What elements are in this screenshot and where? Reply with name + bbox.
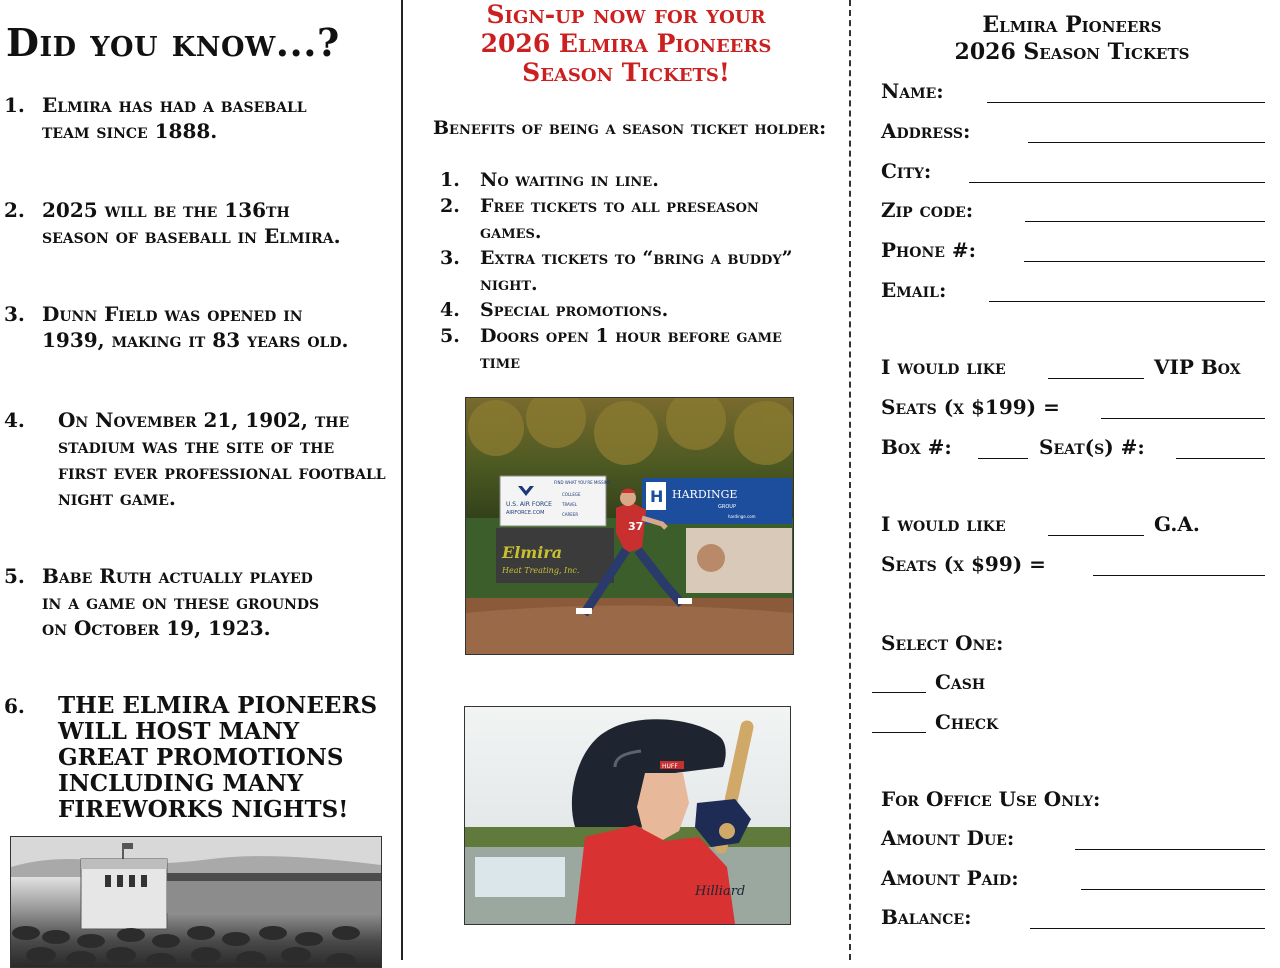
ga-label: G.A. [1154,512,1200,536]
select-one-label: Select One: [881,631,1004,655]
benefits-intro: Benefits of being a season ticket holder: [433,117,827,139]
name-label: Name: [881,79,944,103]
sign-bullet: COLLEGE [562,492,581,497]
dunn-field-historic-photo [10,836,382,968]
benefit-text: Doors open 1 hour before game time [480,325,782,373]
vip-seats-label: Seats (x $199) = [881,395,1060,419]
email-field[interactable] [989,301,1265,302]
benefit-text: Free tickets to all preseason games. [480,195,759,243]
check-label: Check [935,710,999,734]
seat-number-field[interactable] [1176,458,1265,459]
benefit-number: 2. [440,195,460,217]
pitcher-photo [465,397,794,655]
zip-code-field[interactable] [1025,221,1265,222]
form-title-line: 2026 Season Tickets [954,39,1190,65]
ga-quantity-field[interactable] [1048,535,1144,536]
fact-text: Babe Ruth actually played in a game on these grounds on October 19, 1923. [42,564,320,640]
benefit-text: Special promotions. [480,299,669,321]
fact-number: 3. [4,302,25,326]
benefit-number: 3. [440,247,460,269]
fact-number: 6. [4,694,25,718]
form-title [852,12,1280,66]
office-use-label: For Office Use Only: [881,787,1101,811]
fact-item [4,301,394,381]
fact-text: THE ELMIRA PIONEERS WILL HOST MANY GREAT PROMOTIONS INCLUDING MANY FIREWORKS NIGHTS! [58,692,378,823]
fact-number: 5. [4,564,25,588]
ga-seats-label: Seats (x $99) = [881,552,1046,576]
check-checkbox[interactable] [872,732,926,733]
vip-quantity-label: I would like [881,355,1006,379]
fact-text: 2025 will be the 136th season of baseball in Elmira. [42,198,341,248]
fact-text: Elmira has had a baseball team since 1888. [42,93,307,143]
benefit-item [440,323,840,375]
vip-quantity-field[interactable] [1048,378,1144,379]
address-field[interactable] [1028,142,1265,143]
phone-field[interactable] [1024,261,1265,262]
signup-heading [404,0,848,87]
box-number-label: Box #: [881,435,952,459]
sign-air-force: U.S. AIR FORCE [506,501,552,508]
seat-number-label: Seat(s) #: [1039,435,1145,459]
column-divider [401,0,403,960]
signup-heading-line: Season Tickets! [522,58,730,87]
pitcher-jersey-number: 37 [628,520,644,533]
city-label: City: [881,159,932,183]
sign-bullet: CAREER [562,512,579,517]
zip-code-label: Zip code: [881,198,974,222]
sign-air-force-site: AIRFORCE.COM [506,510,545,516]
benefit-number: 4. [440,299,460,321]
fact-item [4,407,399,537]
vip-box-label: VIP Box [1154,355,1241,379]
amount-due-field[interactable] [1075,849,1265,850]
sign-hardinge-site: hardinge.com [728,514,756,519]
benefit-number: 1. [440,169,460,191]
benefit-item [440,245,840,297]
fact-number: 2. [4,198,25,222]
benefit-item [440,193,840,245]
did-you-know-panel [0,0,402,960]
fact-item [4,92,394,172]
form-title-line: Elmira Pioneers [982,12,1162,38]
benefit-text: Extra tickets to “bring a buddy” night. [480,247,793,295]
did-you-know-heading: Did you know...? [6,20,340,65]
amount-paid-label: Amount Paid: [881,866,1019,890]
ga-quantity-label: I would like [881,512,1006,536]
sign-tagline: FIND WHAT YOU'RE MISSING [554,480,611,485]
amount-due-label: Amount Due: [881,826,1015,850]
email-label: Email: [881,278,947,302]
benefit-text: No waiting in line. [480,169,659,191]
vip-seats-total-field[interactable] [1101,418,1265,419]
ticket-order-form [852,0,1280,960]
cash-label: Cash [935,670,986,694]
jersey-text: Hilliard [695,884,746,899]
benefit-item [440,167,840,193]
phone-label: Phone #: [881,238,977,262]
helmet-text: HUFF [662,763,678,770]
benefit-number: 5. [440,325,460,347]
sign-hardinge-sub: GROUP [718,504,736,510]
batter-photo [464,706,791,925]
address-label: Address: [881,119,971,143]
benefit-item [440,297,840,323]
amount-paid-field[interactable] [1081,889,1265,890]
fact-number: 4. [4,408,25,432]
svg-text:H: H [650,487,664,506]
city-field[interactable] [969,182,1265,183]
perforation-divider [849,0,851,960]
fact-item [4,197,394,277]
ga-seats-total-field[interactable] [1093,575,1265,576]
fact-text: On November 21, 1902, the stadium was the site of the first ever professional football night game. [58,408,386,510]
fact-item [4,563,394,673]
sign-heat-treating: Heat Treating, Inc. [502,566,580,575]
name-field[interactable] [987,102,1265,103]
balance-label: Balance: [881,905,972,929]
fact-number: 1. [4,93,25,117]
fact-item [4,693,399,828]
cash-checkbox[interactable] [872,692,926,693]
signup-heading-line: 2026 Elmira Pioneers [480,29,772,58]
sign-elmira: Elmira [502,543,563,562]
fact-text: Dunn Field was opened in 1939, making it 83 years old. [42,302,349,352]
box-number-field[interactable] [978,458,1028,459]
signup-heading-line: Sign-up now for your [486,0,766,29]
sign-bullet: TRAVEL [562,502,578,507]
sign-hardinge: HARDINGE [672,488,738,501]
balance-field[interactable] [1030,928,1265,929]
